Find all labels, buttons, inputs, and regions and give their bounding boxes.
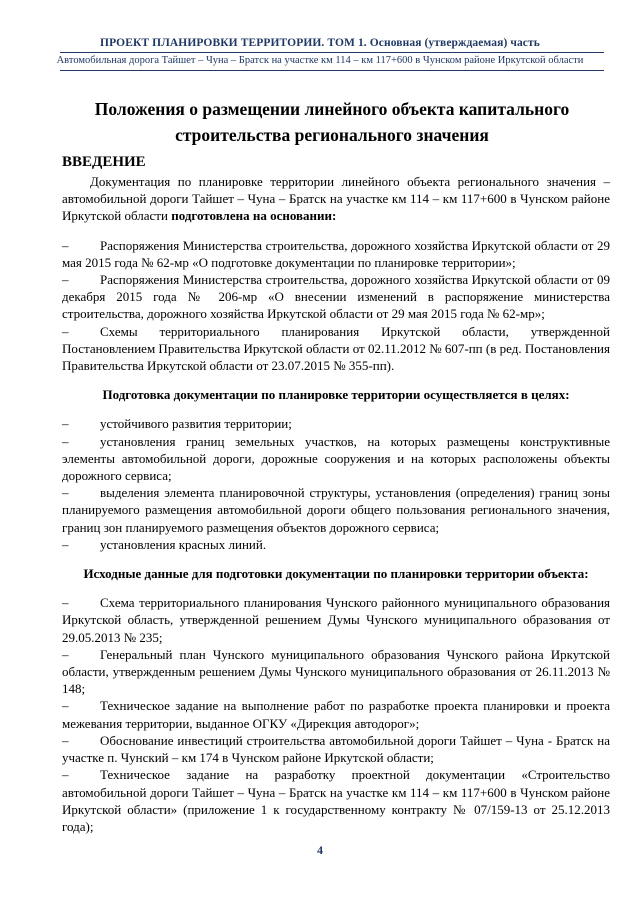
basis-item-1: Распоряжения Министерства строительства, дорожного хозяйства Иркутской области от 29 мая 2015 года № 62-мр «О подготовке документации по планировке территории»; (62, 237, 610, 270)
intro-bold: подготовлена на основании: (171, 208, 337, 224)
source-item-1: Схема территориального планирования Чунского районного муниципального образования Иркутской область, утвержденной решением Думы Чунского муниципального образования от 29.05.2013 № 235; (62, 595, 610, 645)
list-item (62, 237, 610, 271)
list-item (62, 732, 610, 766)
intro-heading: ВВЕДЕНИЕ (62, 154, 146, 170)
header-main: ПРОЕКТ ПЛАНИРОВКИ ТЕРРИТОРИИ. ТОМ 1. (100, 37, 367, 49)
dash-marker: – (62, 767, 69, 783)
source-item-5: Техническое задание на разработку проектной документации «Строительство автомобильной дороги Тайшет – Чуна – Братск на участке км 114 – км 117+600 в Чунском районе Иркутской области» (приложение 1 к государственному контракту № 07/159-13 от 25.12.2013 года); (62, 767, 610, 834)
header-rule-top (60, 52, 604, 53)
title-line-2: строительства регионального значения (175, 125, 489, 145)
page-number: 4 (317, 843, 323, 857)
dash-marker: – (62, 416, 69, 432)
list-item (62, 766, 610, 835)
title-line-1: Положения о размещении линейного объекта капитального (94, 99, 570, 119)
goal-item-1: устойчивого развития территории; (100, 416, 292, 432)
list-item (62, 415, 610, 432)
dash-marker: – (62, 272, 69, 288)
dash-marker: – (62, 485, 69, 501)
sources-heading: Исходные данные для подготовки документации по планировки территории объекта: (83, 566, 589, 582)
basis-item-2: Распоряжения Министерства строительства, дорожного хозяйства Иркутской области от 09 декабря 2015 года № 206-мр «О внесении изменений в распоряжение министерства строительства, дорожного хозяйства Иркутской области от 29 мая 2015 года № 62-мр»; (62, 272, 610, 322)
dash-marker: – (62, 698, 69, 714)
document-title (62, 96, 602, 148)
dash-marker: – (62, 237, 69, 253)
list-item (62, 484, 610, 536)
dash-marker: – (62, 646, 69, 662)
dash-marker: – (62, 595, 69, 611)
list-item (62, 433, 610, 485)
dash-marker: – (62, 433, 69, 449)
list-item (62, 646, 610, 698)
running-header-subtitle: Автомобильная дорога Тайшет – Чуна – Братск на участке км 114 – км 117+600 в Чунском районе Иркутской области (56, 55, 584, 66)
list-item (62, 594, 610, 646)
dash-marker: – (62, 323, 69, 339)
intro-paragraph (62, 173, 610, 225)
dash-marker: – (62, 536, 69, 552)
source-item-4: Обоснование инвестиций строительства автомобильной дороги Тайшет – Чуна - Братск на участке п. Чунский – км 174 в Чунском районе Иркутской области; (62, 732, 610, 766)
intro-text: Документация по планировке территории линейного объекта регионального значения – автомобильной дороги Тайшет – Чуна – Братск на участке км 114 – км 117+600 в Чунском районе Иркутской области (62, 174, 610, 224)
list-item (62, 697, 610, 731)
dash-marker: – (62, 732, 69, 748)
list-item (62, 271, 610, 323)
goal-item-3: выделения элемента планировочной структуры, установления (определения) границ зоны планируемого размещения автомобильной дороги общего пользования регионального значения, границ зон планируемого размещения объектов дорожного сервиса; (62, 485, 610, 535)
goal-item-4: установления красных линий. (100, 536, 267, 552)
list-item (62, 323, 610, 375)
running-header-title (0, 37, 640, 49)
source-item-3: Техническое задание на выполнение работ по разработке проекта планировки и проекта межевания территории, выданное ОГКУ «Дирекция автодорог»; (62, 698, 610, 731)
list-item (62, 536, 610, 553)
goal-item-2: установления границ земельных участков, на которых размещены конструктивные элементы автомобильной дороги, дорожные сооружения и на которых расположены объекты дорожного сервиса; (62, 433, 610, 484)
header-sub: Основная (утверждаемая) часть (369, 37, 540, 49)
basis-item-3: Схемы территориального планирования Иркутской области, утвержденной Постановлением Правительства Иркутской области от 02.11.2012 № 607-пп (в ред. Постановления Правительства Иркутской области от 23.07.2015 № 355-пп). (62, 323, 610, 374)
goals-heading: Подготовка документации по планировке территории осуществляется в целях: (102, 387, 570, 403)
source-item-2: Генеральный план Чунского муниципального образования Чунского района Иркутской области, утвержденным решением Думы Чунского муниципального образования от 26.11.2013 № 148; (62, 646, 610, 697)
header-rule-bottom (60, 70, 604, 71)
document-body (62, 153, 610, 835)
